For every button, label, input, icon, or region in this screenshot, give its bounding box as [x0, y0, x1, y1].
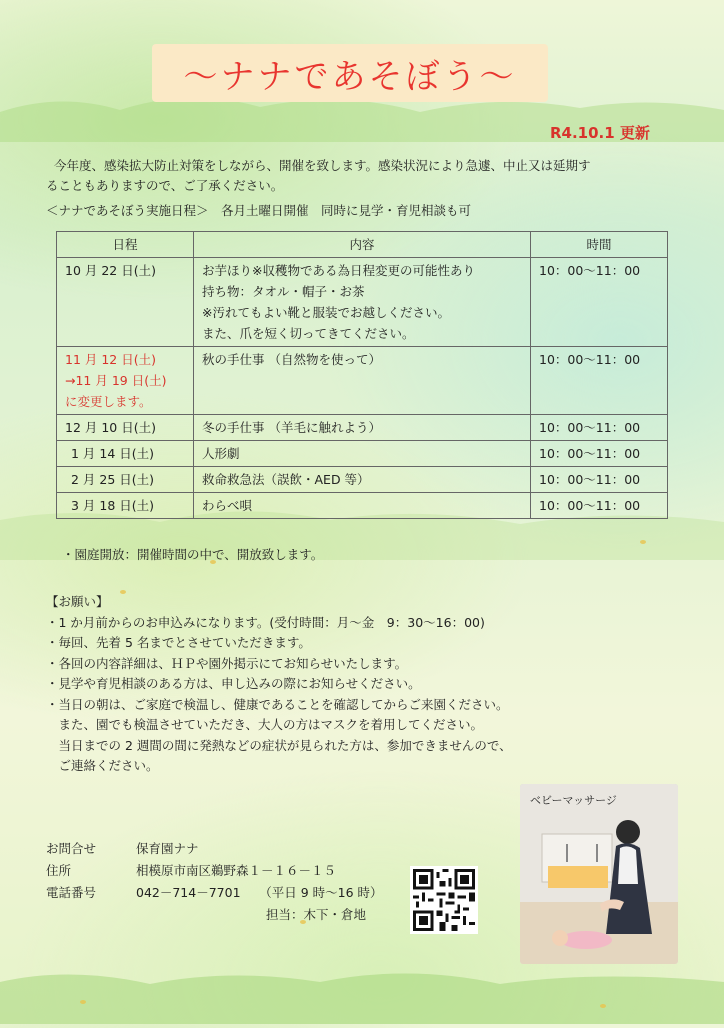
content-cell: わらべ唄 [194, 493, 531, 519]
date-text: 10 月 22 日(土) [65, 263, 156, 278]
table-header-row [57, 232, 668, 258]
page-title: ～ナナであそぼう～ [183, 56, 517, 97]
baby-massage-photo [520, 784, 678, 964]
request-item: ・当日の朝は、ご家庭で検温し、健康であることを確認してからご来園ください。 [46, 696, 509, 712]
requests-heading: 【お願い】 [46, 594, 109, 609]
content-cell [194, 347, 531, 415]
phone-label: 電話番号 [46, 885, 97, 900]
date-cell: 12 月 10 日(土) [57, 415, 194, 441]
column-header-content: 内容 [194, 232, 531, 258]
content-line: また、爪を短く切ってきてください。 [202, 326, 415, 341]
column-header-date: 日程 [57, 232, 194, 258]
time-cell: 10：00～11：00 [531, 493, 668, 519]
address-label: 住所 [46, 863, 72, 878]
inquiry-value: 保育園ナナ [136, 841, 199, 856]
column-header-time: 時間 [531, 232, 668, 258]
staff-value: 担当：木下・倉地 [266, 907, 367, 922]
content-line: ※汚れてもよい靴と服装でお越しください。 [202, 305, 450, 320]
date-cell [57, 347, 194, 415]
requests-section [46, 592, 646, 777]
content-cell: 冬の手仕事 （羊毛に触れよう） [194, 415, 531, 441]
updated-date: R4.10.1 更新 [550, 124, 650, 142]
content-cell [194, 258, 531, 347]
time-cell: 10：00～11：00 [531, 415, 668, 441]
request-item: 当日までの 2 週間の間に発熱などの症状が見られた方は、参加できませんので、 [46, 737, 512, 753]
request-item: ・1 か月前からのお申込みになります。(受付時間：月～金 9：30～16：00) [46, 614, 485, 630]
table-row [57, 347, 668, 415]
content-cell: 救命救急法（誤飲・AED 等） [194, 467, 531, 493]
date-cell: 3 月 18 日(土) [57, 493, 194, 519]
date-change-text: →11 月 19 日(土) [65, 373, 167, 388]
content-line: 秋の手仕事 （自然物を使って） [202, 352, 381, 367]
request-item: ・毎回、先着 5 名までとさせていただきます。 [46, 635, 311, 650]
request-item: ・各回の内容詳細は、ＨＰや園外掲示にてお知らせいたします。 [46, 655, 408, 671]
contact-spacer [46, 904, 136, 926]
intro-line: 今年度、感染拡大防止対策をしながら、開催を致します。感染状況により急遽、中止又は延期す [54, 158, 591, 173]
date-cell [57, 258, 194, 347]
content-cell: 人形劇 [194, 441, 531, 467]
grass-decoration [0, 964, 724, 1024]
time-cell: 10：00～11：00 [531, 258, 668, 347]
date-cell: 1 月 14 日(土) [57, 441, 194, 467]
table-row [57, 258, 668, 347]
petal-decoration [640, 540, 646, 544]
table-row [57, 441, 668, 467]
phone-value: 042－714－7701 （平日 9 時～16 時） [136, 885, 383, 900]
request-item: また、園でも検温させていただき、大人の方はマスクを着用してください。 [46, 717, 484, 732]
baby-massage-illustration [520, 784, 678, 964]
contact-row [46, 838, 383, 860]
request-item: ・見学や育児相談のある方は、申し込みの際にお知らせください。 [46, 676, 421, 691]
request-item: ご連絡ください。 [46, 758, 159, 773]
content-line: 持ち物：タオル・帽子・お茶 [202, 284, 365, 299]
schedule-table [56, 231, 668, 519]
contact-row [46, 904, 383, 926]
time-cell: 10：00～11：00 [531, 347, 668, 415]
garden-open-note: ・園庭開放：開催時間の中で、開放致します。 [62, 547, 324, 562]
contact-section [46, 838, 383, 926]
title-banner [152, 44, 548, 102]
petal-decoration [80, 1000, 86, 1004]
inquiry-label: お問合せ [46, 841, 97, 856]
content-line: お芋ほり※収穫物である為日程変更の可能性あり [202, 263, 475, 278]
time-cell: 10：00～11：00 [531, 467, 668, 493]
petal-decoration [600, 1004, 606, 1008]
qr-code[interactable] [410, 866, 478, 934]
qr-code-icon [413, 869, 475, 931]
intro-line: ることもありますので、ご了承ください。 [46, 178, 284, 193]
date-text: 11 月 12 日(土) [65, 352, 156, 367]
date-change-note: に変更します。 [65, 394, 152, 409]
intro-text [46, 156, 686, 196]
photo-caption: ベビーマッサージ [530, 794, 617, 807]
date-cell: 2 月 25 日(土) [57, 467, 194, 493]
contact-row [46, 860, 383, 882]
time-cell: 10：00～11：00 [531, 441, 668, 467]
contact-row [46, 882, 383, 904]
table-row [57, 493, 668, 519]
table-row [57, 415, 668, 441]
address-value: 相模原市南区鵜野森１－１６－１５ [136, 863, 337, 878]
table-row [57, 467, 668, 493]
schedule-heading: ＜ナナであそぼう実施日程＞ 各月土曜日開催 同時に見学・育児相談も可 [46, 203, 472, 218]
